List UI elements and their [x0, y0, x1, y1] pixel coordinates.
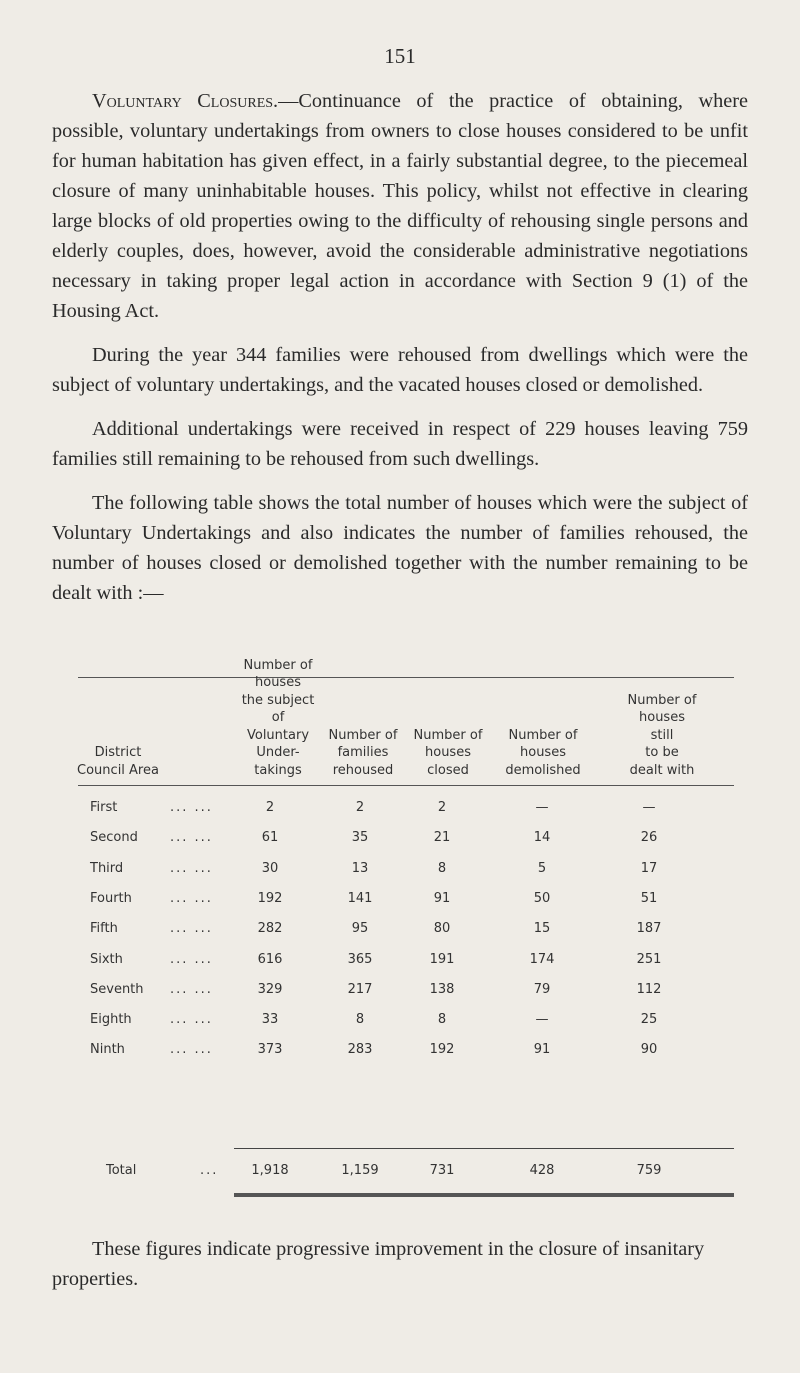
cell-closed: 138 [429, 981, 455, 997]
table-row [78, 830, 734, 856]
cell-demolished: — [535, 1012, 549, 1028]
cell-rehoused: 283 [347, 1042, 373, 1058]
header-rehoused-line: Number of [328, 727, 398, 743]
cell-remaining: 90 [640, 1042, 658, 1058]
district-name: Ninth [90, 1042, 125, 1058]
section-heading: Voluntary Closures. [92, 90, 279, 112]
cell-rehoused: 8 [355, 1012, 365, 1028]
paragraph-4: The following table shows the total number of houses which were the subject of Voluntary Undertakings and also indicates the number of families rehoused, the number of houses closed or demolished together with the number remaining to be dealt with :— [52, 492, 748, 604]
header-undertakings-line: takings [254, 762, 302, 778]
cell-demolished: 174 [529, 951, 555, 967]
district-name: Seventh [90, 981, 144, 997]
cell-rehoused: 2 [355, 800, 365, 815]
leader-dots: ... ... [170, 981, 213, 997]
header-remaining-line: dealt with [629, 762, 695, 778]
total-row [78, 1163, 734, 1189]
header-rehoused-line: rehoused [332, 762, 394, 778]
leader-dots: ... ... [170, 830, 213, 846]
paragraph-1 [52, 86, 748, 326]
total-rehoused: 1,159 [341, 1163, 379, 1178]
page-number: 151 [384, 44, 416, 68]
cell-undertakings: 192 [257, 890, 283, 906]
header-closed-line: houses [425, 745, 471, 760]
paragraph-2: During the year 344 families were rehoused from dwellings which were the subject of voluntary undertakings, and the vacated houses closed or demolished. [52, 344, 748, 396]
header-undertakings-line: houses [255, 675, 301, 690]
cell-demolished: 79 [533, 981, 551, 997]
cell-remaining: 187 [636, 921, 662, 937]
header-rehoused-line: families [337, 745, 389, 760]
leader-dots: ... ... [170, 1042, 213, 1058]
cell-closed: 21 [433, 830, 451, 846]
table-header-rule [78, 785, 734, 786]
cell-closed: 2 [437, 800, 447, 815]
cell-remaining: 51 [640, 890, 658, 906]
table-row [78, 800, 734, 826]
header-demolished-line: Number of [508, 727, 578, 743]
cell-closed: 191 [429, 951, 455, 967]
cell-remaining: 25 [640, 1012, 658, 1028]
cell-rehoused: 95 [351, 921, 369, 937]
cell-undertakings: 30 [261, 860, 279, 876]
header-remaining-line: to be [645, 745, 679, 760]
cell-demolished: 91 [533, 1042, 551, 1058]
cell-closed: 80 [433, 921, 451, 937]
district-name: Fourth [90, 890, 132, 906]
leader-dots: ... [200, 1163, 219, 1178]
cell-demolished: 14 [533, 830, 551, 846]
leader-dots: ... ... [170, 951, 213, 967]
header-demolished-line: demolished [505, 762, 581, 778]
leader-dots: ... ... [170, 1012, 213, 1028]
cell-undertakings: 282 [257, 921, 283, 937]
table-bottom-rule [234, 1193, 734, 1197]
cell-remaining: 17 [640, 860, 658, 876]
cell-remaining: 26 [640, 830, 658, 846]
cell-remaining: 251 [636, 951, 662, 967]
cell-closed: 8 [437, 860, 447, 876]
table-row [78, 861, 734, 887]
cell-demolished: — [535, 800, 549, 815]
table-row [78, 1012, 734, 1038]
header-undertakings-line: of [271, 710, 285, 725]
cell-rehoused: 35 [351, 830, 369, 846]
total-label: Total [106, 1163, 137, 1178]
paragraph-3: Additional undertakings were received in respect of 229 houses leaving 759 families still remaining to be rehoused from such dwellings. [52, 418, 748, 470]
total-undertakings: 1,918 [251, 1163, 289, 1178]
total-remaining: 759 [636, 1163, 662, 1178]
header-undertakings-line: the subject [241, 692, 315, 708]
cell-closed: 192 [429, 1042, 455, 1058]
cell-closed: 91 [433, 890, 451, 906]
cell-remaining: 112 [636, 981, 662, 997]
header-undertakings-line: Voluntary [246, 727, 310, 743]
header-remaining-line: Number of [627, 692, 697, 708]
closing-paragraph: These figures indicate progressive improvement in the closure of insanitary properties. [52, 1238, 705, 1290]
leader-dots: ... ... [170, 921, 213, 937]
district-name: Fifth [90, 921, 118, 937]
header-district-line: Council Area [77, 762, 159, 778]
header-district-line: District [94, 745, 142, 760]
cell-demolished: 50 [533, 890, 551, 906]
cell-rehoused: 217 [347, 981, 373, 997]
header-remaining-line: still [650, 727, 674, 743]
table-row [78, 982, 734, 1008]
cell-demolished: 15 [533, 921, 551, 937]
district-name: Eighth [90, 1012, 132, 1028]
header-closed-line: Number of [413, 727, 483, 743]
cell-remaining: — [642, 800, 656, 815]
cell-rehoused: 141 [347, 890, 373, 906]
total-demolished: 428 [529, 1163, 555, 1178]
header-undertakings-line: Number of [243, 657, 313, 673]
table-row [78, 1042, 734, 1068]
table-row [78, 952, 734, 978]
body-text [52, 86, 748, 622]
cell-demolished: 5 [537, 860, 547, 876]
cell-closed: 8 [437, 1012, 447, 1028]
header-undertakings-line: Under- [256, 745, 300, 760]
header-demolished-line: houses [520, 745, 566, 760]
district-name: Sixth [90, 951, 123, 967]
header-remaining-line: houses [639, 710, 685, 725]
cell-undertakings: 373 [257, 1042, 283, 1058]
total-closed: 731 [429, 1163, 455, 1178]
district-name: Second [90, 830, 138, 846]
cell-undertakings: 61 [261, 830, 279, 846]
table-top-rule [78, 677, 734, 678]
leader-dots: ... ... [170, 890, 213, 906]
header-closed-line: closed [427, 762, 469, 778]
table-total-rule [234, 1148, 734, 1149]
table-row [78, 921, 734, 947]
district-name: First [90, 800, 118, 815]
table-row [78, 891, 734, 917]
district-name: Third [90, 860, 124, 876]
cell-undertakings: 2 [265, 800, 275, 815]
cell-undertakings: 33 [261, 1012, 279, 1028]
cell-undertakings: 329 [257, 981, 283, 997]
leader-dots: ... ... [170, 860, 213, 876]
paragraph-1-text: —Continuance of the practice of obtaining, where possible, voluntary undertakings from owners to close houses considered to be unfit for human habitation has given effect, in a fairly substantial degree, to the piecemeal closure of many uninhabitable houses. This policy, whilst not effective in clearing large blocks of old properties owing to the difficulty of rehousing single persons and elderly couples, does, however, avoid the considerable administrative negotiations necessary in taking proper legal action in accordance with Section 9 (1) of the Housing Act. [52, 90, 748, 322]
cell-undertakings: 616 [257, 951, 283, 967]
cell-rehoused: 365 [347, 951, 373, 967]
leader-dots: ... ... [170, 800, 213, 815]
cell-rehoused: 13 [351, 860, 369, 876]
